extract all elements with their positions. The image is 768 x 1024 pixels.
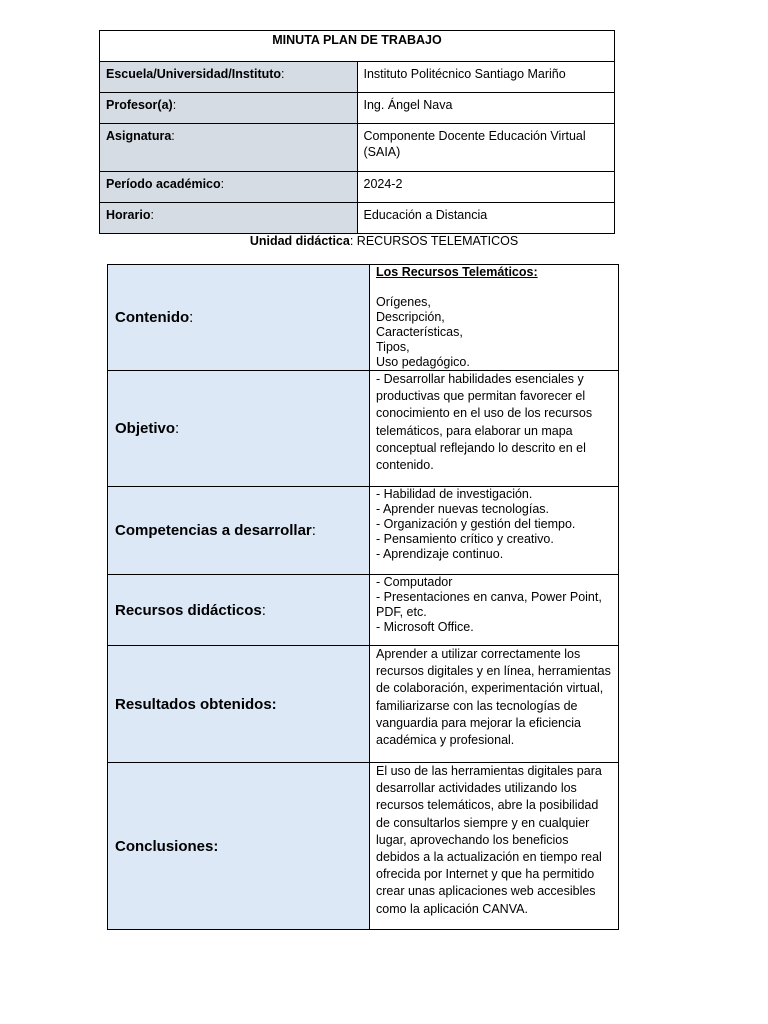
table-row bbox=[108, 265, 619, 371]
header-label-schedule: Horario: bbox=[100, 203, 358, 234]
list-item: - Computador bbox=[376, 575, 453, 589]
list-item: - Habilidad de investigación. bbox=[376, 487, 533, 501]
list-item: - Aprendizaje continuo. bbox=[376, 547, 504, 561]
value-competencias bbox=[370, 487, 619, 575]
list-item: Orígenes, bbox=[376, 295, 431, 309]
label-objetivo: Objetivo: bbox=[108, 371, 370, 487]
header-label-period: Período académico: bbox=[100, 172, 358, 203]
header-label-institution: Escuela/Universidad/Instituto: bbox=[100, 62, 358, 93]
table-row bbox=[108, 487, 619, 575]
list-item: Tipos, bbox=[376, 340, 410, 354]
value-recursos bbox=[370, 575, 619, 646]
plan-table bbox=[107, 264, 619, 930]
label-contenido: Contenido: bbox=[108, 265, 370, 371]
didactic-unit-value: RECURSOS TELEMATICOS bbox=[356, 234, 519, 248]
list-item: - Pensamiento crítico y creativo. bbox=[376, 532, 554, 546]
table-row bbox=[108, 575, 619, 646]
list-item: Descripción, bbox=[376, 310, 445, 324]
list-item: - Organización y gestión del tiempo. bbox=[376, 517, 576, 531]
contenido-heading: Los Recursos Telemáticos: bbox=[376, 265, 538, 279]
header-value-schedule: Educación a Distancia bbox=[357, 203, 615, 234]
table-row bbox=[108, 646, 619, 763]
didactic-unit-label: Unidad didáctica bbox=[249, 234, 350, 248]
header-value-period: 2024-2 bbox=[357, 172, 615, 203]
header-table bbox=[99, 30, 615, 234]
label-recursos: Recursos didácticos: bbox=[108, 575, 370, 646]
table-row bbox=[108, 763, 619, 930]
header-value-institution: Instituto Politécnico Santiago Mariño bbox=[357, 62, 615, 93]
value-contenido bbox=[370, 265, 619, 371]
list-item: - Aprender nuevas tecnologías. bbox=[376, 502, 550, 516]
value-objetivo: - Desarrollar habilidades esenciales y productivas que permitan favorecer el conocimiento en el uso de los recursos telemáticos, para elaborar un mapa conceptual reflejando lo descrito en el contenido. bbox=[370, 371, 619, 487]
list-item: - Presentaciones en canva, Power Point, PDF, etc. bbox=[376, 590, 602, 619]
list-item: Uso pedagógico. bbox=[376, 355, 470, 369]
list-item: Características, bbox=[376, 325, 463, 339]
label-resultados: Resultados obtenidos: bbox=[108, 646, 370, 763]
list-item: - Microsoft Office. bbox=[376, 620, 474, 634]
header-label-subject: Asignatura: bbox=[100, 124, 358, 172]
header-value-professor: Ing. Ángel Nava bbox=[357, 93, 615, 124]
label-conclusiones: Conclusiones: bbox=[108, 763, 370, 930]
value-resultados: Aprender a utilizar correctamente los recursos digitales y en línea, herramientas de colaboración, experimentación virtual, familiarizarse con las tecnologías de vanguardia para mejorar la eficiencia académica y profesional. bbox=[370, 646, 619, 763]
document-title: MINUTA PLAN DE TRABAJO bbox=[100, 31, 615, 62]
table-row bbox=[108, 371, 619, 487]
header-value-subject: Componente Docente Educación Virtual (SAIA) bbox=[357, 124, 615, 172]
header-label-professor: Profesor(a): bbox=[100, 93, 358, 124]
label-competencias: Competencias a desarrollar: bbox=[108, 487, 370, 575]
value-conclusiones: El uso de las herramientas digitales para desarrollar actividades utilizando los recursos telemáticos, abre la posibilidad de consultarlos siempre y en cualquier lugar, aprovechando los beneficios debidos a la actualización en tiempo real ofrecida por Internet y que ha permitido crear unas aplicaciones web accesibles como la aplicación CANVA. bbox=[370, 763, 619, 930]
didactic-unit: Unidad didáctica: RECURSOS TELEMATICOS bbox=[249, 234, 519, 248]
